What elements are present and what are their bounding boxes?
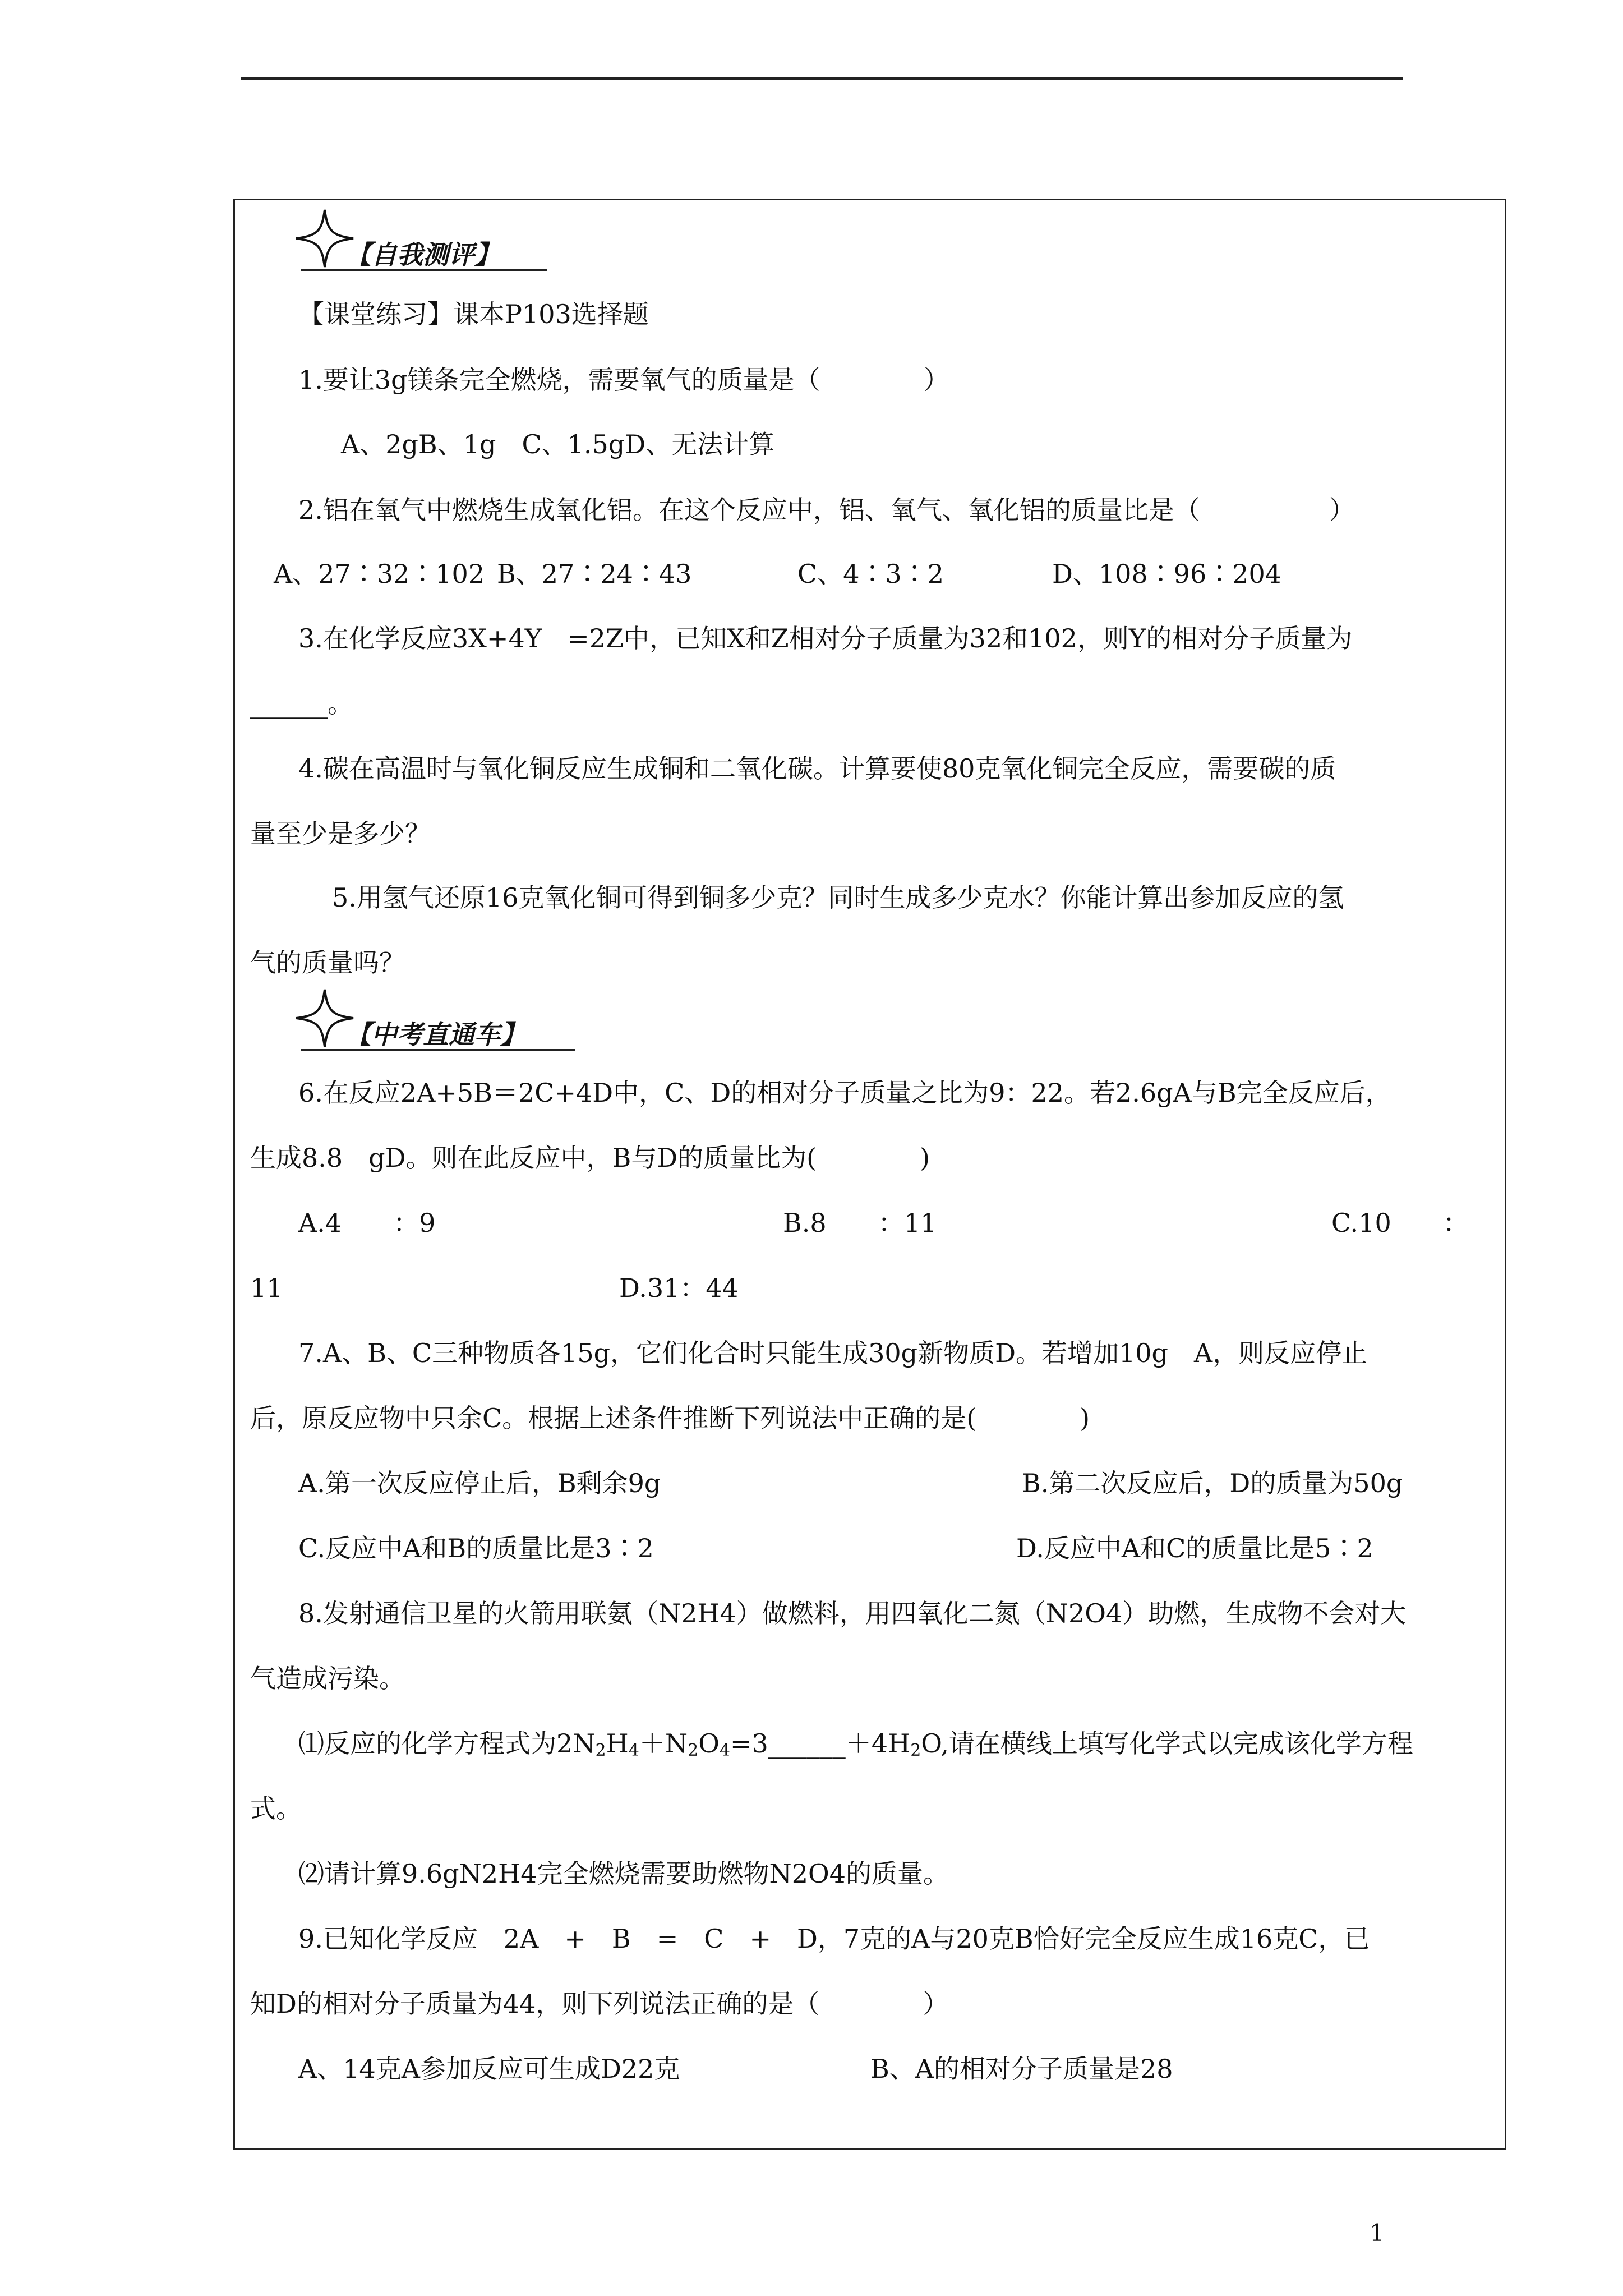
question-7-option-b: B.第二次反应后，D的质量为50g: [1022, 1468, 1403, 1498]
question-3-line-1: 3.在化学反应3X+4Y =2Z中，已知X和Z相对分子质量为32和102，则Y的相对分子质量为: [298, 623, 1353, 654]
question-8-line-1: 8.发射通信卫星的火箭用联氨（N2H4）做燃料，用四氧化二氮（N2O4）助燃，生成物不会对大: [298, 1598, 1407, 1628]
question-6-option-d: D.31：44: [619, 1273, 739, 1303]
question-6-option-c-continued: 11: [250, 1273, 283, 1303]
question-7-line-2: 后，原反应物中只余C。根据上述条件推断下列说法中正确的是( ): [250, 1403, 1090, 1433]
question-9-option-b: B、A的相对分子质量是28: [870, 2054, 1173, 2084]
question-6-option-c: C.10 ：: [1331, 1208, 1469, 1238]
question-3-line-2: ______。: [250, 688, 353, 719]
section-title-exam-express: 【中考直通车】: [345, 1019, 526, 1050]
question-2-option-b: B、27∶24∶43: [497, 559, 692, 589]
question-2-option-a: A、27∶32∶102: [274, 559, 485, 589]
question-6-option-b: B.8 ：11: [783, 1208, 937, 1238]
question-1: 1.要让3g镁条完全燃烧，需要氧气的质量是（ ）: [298, 365, 949, 395]
question-8-part-1-line-2: 式。: [250, 1793, 302, 1824]
question-6-option-a: A.4 ：9: [298, 1208, 436, 1238]
header-rule: [241, 77, 1403, 80]
section-title-underline: [301, 269, 547, 271]
section-title-underline: [301, 1049, 575, 1051]
question-8-part-1: ⑴反应的化学方程式为$2N_2H_4+N_2O_4=3\_\_\_\_\_\_+4H_2O$,请在横线上填写化学式以完成该化学方程: [298, 1728, 1413, 1760]
question-9-line-1: 9.已知化学反应 2A + B = C + D，7克的A与20克B恰好完全反应生成16克C，已: [298, 1924, 1370, 1954]
question-6-line-1: 6.在反应2A+5B＝2C+4D中，C、D的相对分子质量之比为9：22。若2.6gA与B完全反应后，: [298, 1078, 1391, 1108]
question-4-line-2: 量至少是多少？: [250, 818, 431, 849]
page-number: 1: [1370, 2219, 1385, 2247]
practice-note: 【课堂练习】课本P103选择题: [298, 299, 649, 329]
question-2-option-d: D、108∶96∶204: [1052, 559, 1282, 589]
question-8-part-2: ⑵请计算9.6gN2H4完全燃烧需要助燃物N2O4的质量。: [298, 1858, 949, 1889]
question-4-line-1: 4.碳在高温时与氧化铜反应生成铜和二氧化碳。计算要使80克氧化铜完全反应，需要碳的质: [298, 753, 1336, 784]
section-title-self-assessment: 【自我测评】: [345, 240, 500, 270]
question-9-option-a: A、14克A参加反应可生成D22克: [298, 2054, 680, 2084]
question-5-line-1: 5.用氢气还原16克氧化铜可得到铜多少克？同时生成多少克水？你能计算出参加反应的氢: [332, 882, 1344, 913]
question-6-line-2: 生成8.8 gD。则在此反应中，B与D的质量比为( ): [250, 1143, 930, 1173]
question-7-option-a: A.第一次反应停止后，B剩余9g: [298, 1468, 661, 1498]
question-1-options: A、2gB、1g C、1.5gD、无法计算: [341, 429, 775, 459]
question-2-option-c: C、4∶3∶2: [797, 559, 944, 589]
question-5-line-2: 气的质量吗？: [250, 947, 405, 978]
question-9-line-2: 知D的相对分子质量为44，则下列说法正确的是（ ）: [250, 1989, 949, 2019]
question-7-option-d: D.反应中A和C的质量比是5∶2: [1016, 1533, 1373, 1563]
question-7-line-1: 7.A、B、C三种物质各15g，它们化合时只能生成30g新物质D。若增加10g A，则反应停止: [298, 1338, 1368, 1368]
question-8-line-2: 气造成污染。: [250, 1663, 405, 1694]
question-2: 2.铝在氧气中燃烧生成氧化铝。在这个反应中，铝、氧气、氧化铝的质量比是（ ）: [298, 495, 1355, 525]
question-7-option-c: C.反应中A和B的质量比是3∶2: [298, 1533, 654, 1563]
